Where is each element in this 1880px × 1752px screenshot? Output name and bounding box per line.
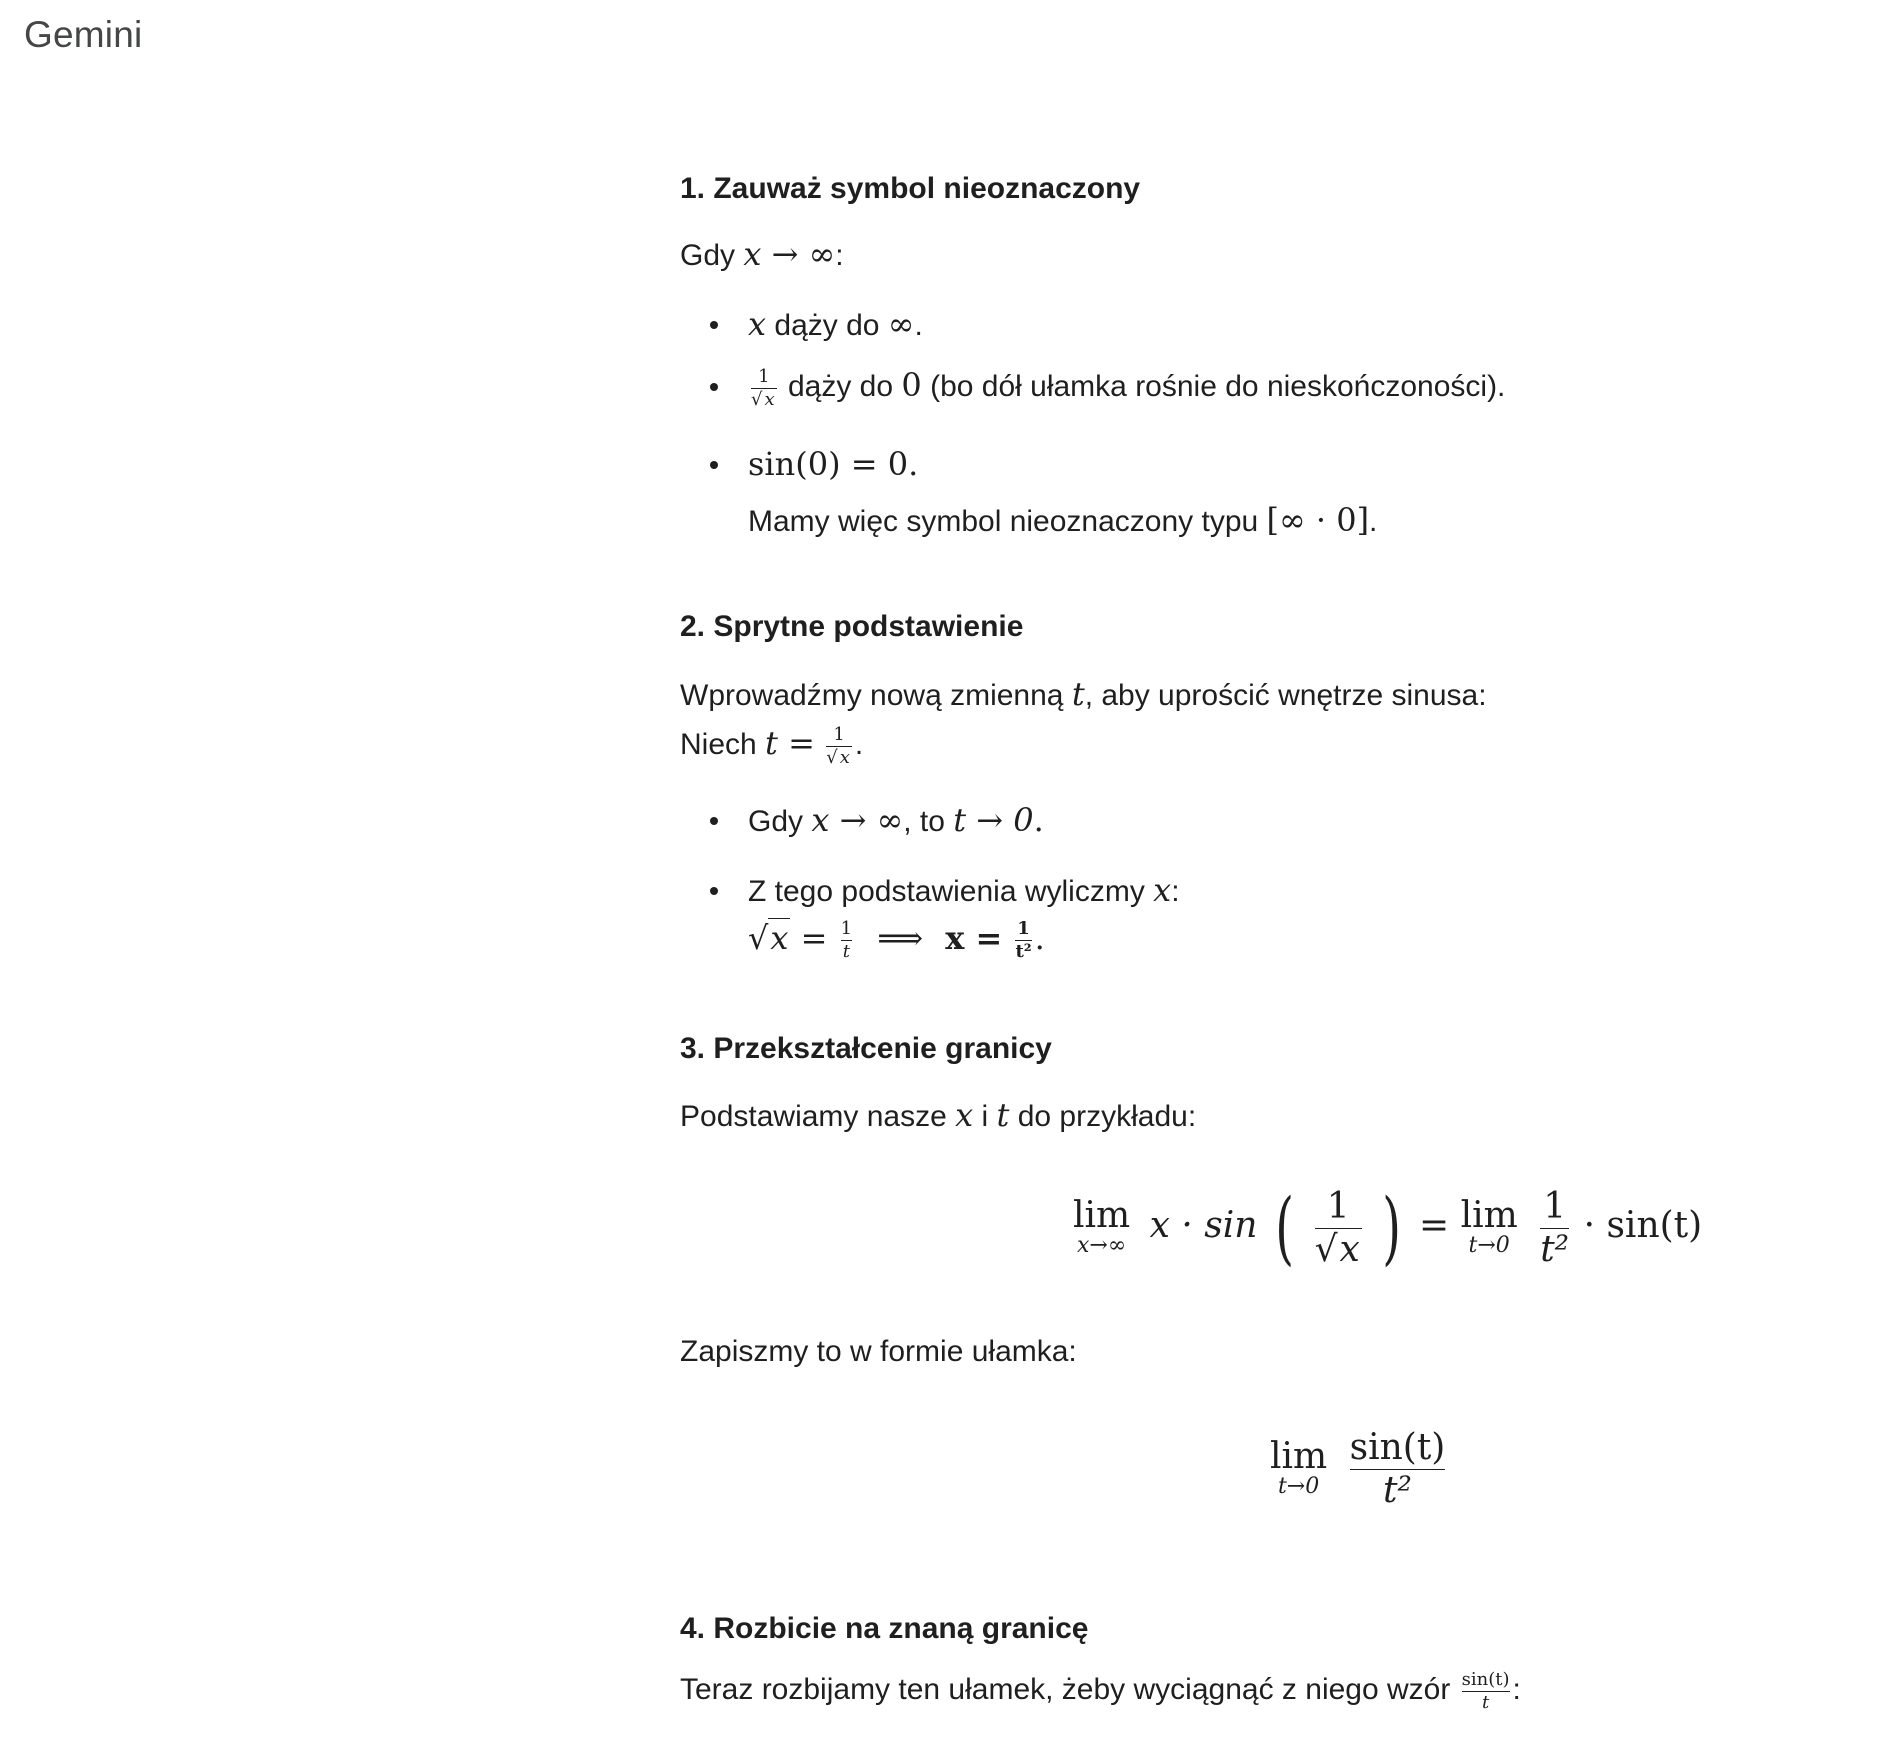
section-heading-3: 3. Przekształcenie granicy [680,1032,1052,1065]
section-3-fraction-intro: Zapiszmy to w formie ułamka: [680,1335,1077,1368]
section-heading-2: 2. Sprytne podstawienie [680,610,1024,643]
list-item: Gdy x → ∞, to t → 0. [748,797,1044,844]
app-title: Gemini [24,14,143,55]
section-2-let: Niech t = $\frac{1}{√ x}$ . [680,723,864,768]
list-item: $\frac{1}{√ x}$ dąży do 0 (bo dół ułamka rośnie do nieskończoności). [748,362,1505,409]
limit-equation-2: lim t→0 $\frac{\sin(t)}{\text{t²}}$ [1270,1427,1446,1511]
limit-equation-1: lim x→∞ x · sin ( $\frac{1}{√x}$ ) = lim t→0 $\frac{1}{\text{t²}}$ · sin(t) [1073,1181,1703,1275]
fraction-one-over-sqrt-x: $\frac{1}{√ x}$ [751,365,775,410]
list-item: Z tego podstawienia wyliczmy x: [748,867,1180,914]
list-item: sin(0) = 0. [748,441,918,488]
math-x-to-infinity: x → ∞ [743,235,836,273]
derivation-x-from-t: √x = $\frac{1}{t}$ ⟹ x = $\frac{1}{\text{t²}}$ . [748,918,1045,962]
section-1-conclusion: Mamy więc symbol nieoznaczony typu [∞ · 0]. [748,501,1378,539]
list-item: x dąży do ∞. [748,301,923,348]
section-heading-4: 4. Rozbicie na znaną granicę [680,1612,1089,1645]
section-3-intro: Podstawiamy nasze x i t do przykładu: [680,1096,1197,1134]
section-heading-1: 1. Zauważ symbol nieoznaczony [680,172,1141,205]
section-1-intro: Gdy x → ∞: [680,235,844,273]
fraction-one-over-sqrt-x: $\frac{1}{√ x}$ [826,723,850,768]
section-4-intro: Teraz rozbijamy ten ułamek, żeby wyciągnąć z niego wzór $\frac{\sin(t)}{t}$ : [680,1668,1521,1713]
section-2-intro: Wprowadźmy nową zmienną t, aby uprościć wnętrze sinusa: [680,675,1487,713]
